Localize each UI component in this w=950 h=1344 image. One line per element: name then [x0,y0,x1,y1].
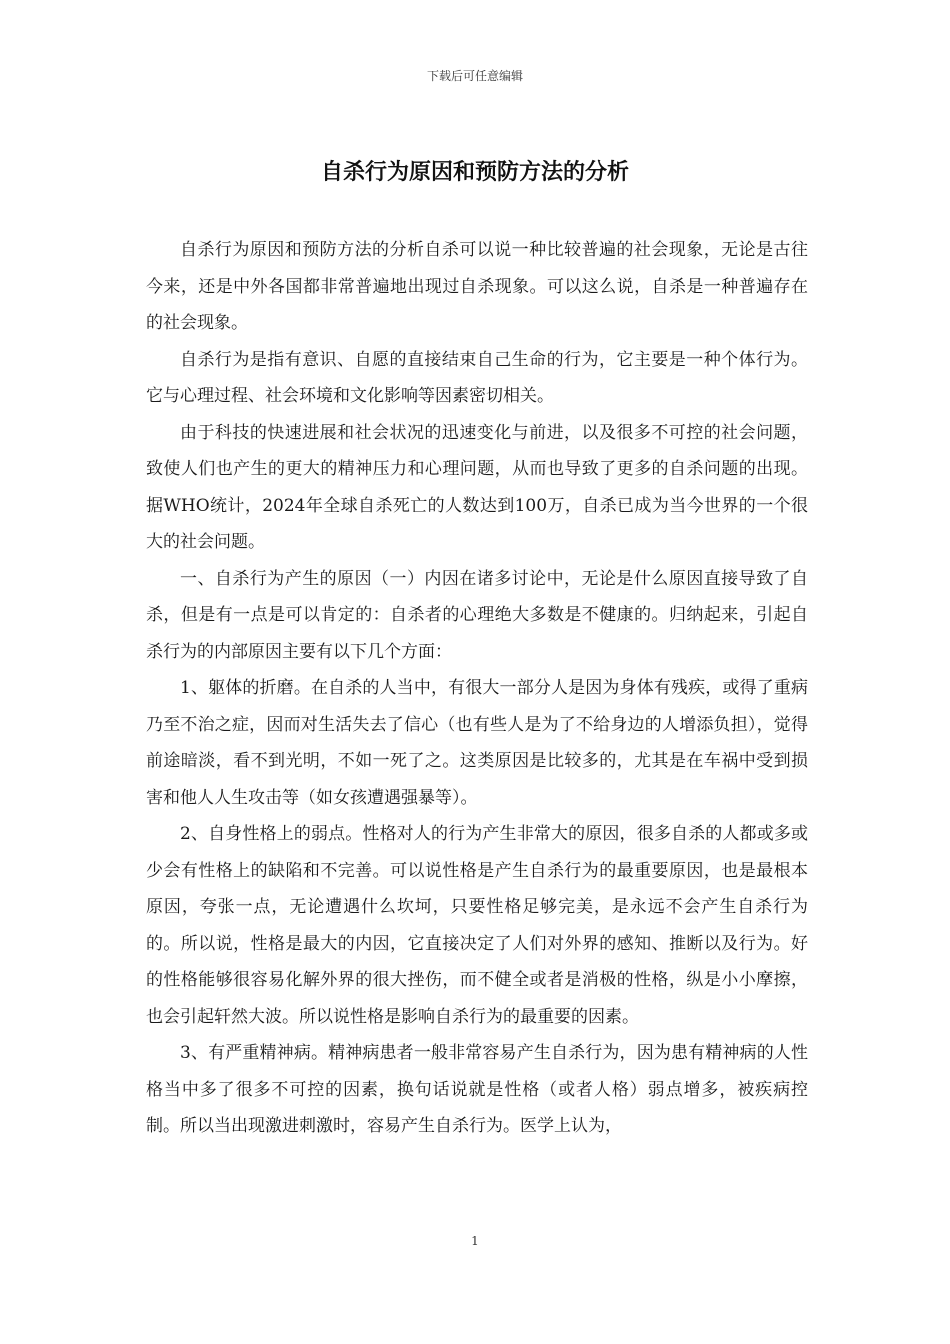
paragraph-definition: 自杀行为是指有意识、自愿的直接结束自己生命的行为，它主要是一种个体行为。它与心理过程、社会环境和文化影响等因素密切相关。 [146,349,808,406]
paragraph-causes-heading: 一、自杀行为产生的原因（一）内因在诸多讨论中，无论是什么原因直接导致了自杀，但是有一点是可以肯定的：自杀者的心理绝大多数是不健康的。归纳起来，引起自杀行为的内部原因主要有以下几个方面： [146,568,808,662]
paragraph-intro: 自杀行为原因和预防方法的分析自杀可以说一种比较普遍的社会现象，无论是古往今来，还是中外各国都非常普遍地出现过自杀现象。可以这么说，自杀是一种普遍存在的社会现象。 [146,240,808,333]
page-header: 下载后可任意编辑 [426,69,523,83]
page-number: 1 [471,1234,479,1248]
document-body [146,232,808,1145]
document-title: 自杀行为原因和预防方法的分析 [320,159,629,185]
paragraph-cause-1: 1、躯体的折磨。在自杀的人当中，有很大一部分人是因为身体有残疾，或得了重病乃至不治之症，因而对生活失去了信心（也有些人是为了不给身边的人增添负担），觉得前途暗淡，看不到光明，不如一死了之。这类原因是比较多的，尤其是在车祸中受到损害和他人人生攻击等（如女孩遭遇强暴等）。 [146,678,808,808]
paragraph-cause-2: 2、自身性格上的弱点。性格对人的行为产生非常大的原因，很多自杀的人都或多或少会有性格上的缺陷和不完善。可以说性格是产生自杀行为的最重要原因，也是最根本原因，夸张一点，无论遭遇什么坎坷，只要性格足够完美，是永远不会产生自杀行为的。所以说，性格是最大的内因，它直接决定了人们对外界的感知、推断以及行为。好的性格能够很容易化解外界的很大挫伤，而不健全或者是消极的性格，纵是小小摩擦，也会引起轩然大波。所以说性格是影响自杀行为的最重要的因素。 [146,824,808,1027]
paragraph-background: 由于科技的快速进展和社会状况的迅速变化与前进，以及很多不可控的社会问题，致使人们也产生的更大的精神压力和心理问题，从而也导致了更多的自杀问题的出现。据WHO统计，2024年全球自杀死亡的人数达到100万，自杀已成为当今世界的一个很大的社会问题。 [146,422,808,552]
paragraph-cause-3: 3、有严重精神病。精神病患者一般非常容易产生自杀行为，因为患有精神病的人性格当中多了很多不可控的因素，换句话说就是性格（或者人格）弱点增多，被疾病控制。所以当出现激进刺激时，容易产生自杀行为。医学上认为， [146,1043,808,1136]
